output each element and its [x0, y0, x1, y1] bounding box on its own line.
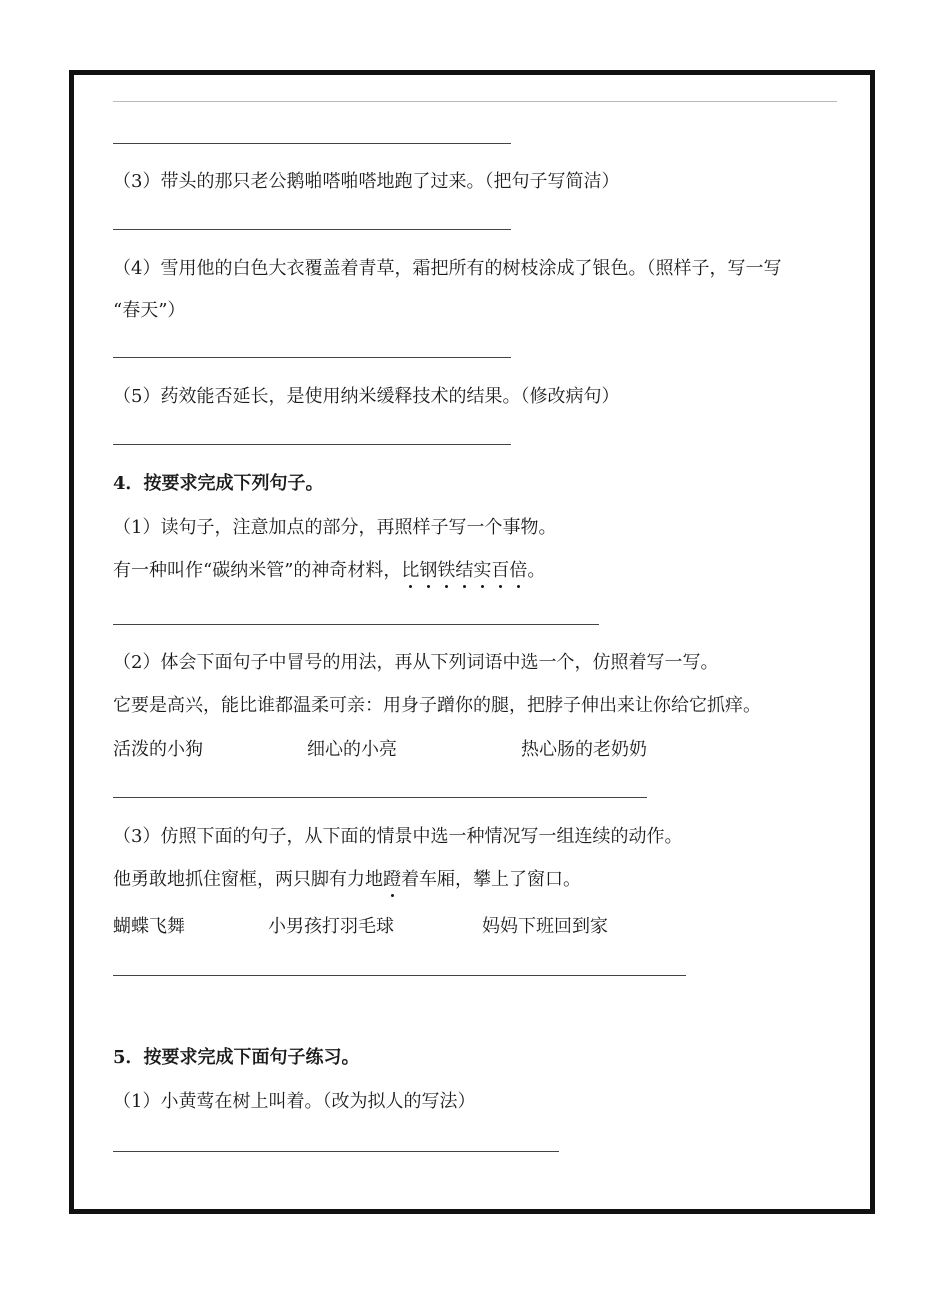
answer-line [113, 444, 511, 445]
q4-p1-example-prefix: 有一种叫作“碳纳米管”的神奇材料， [113, 560, 402, 581]
q4-p3-example-suffix: 着车厢，攀上了窗口。 [401, 869, 581, 890]
q4-p2-option-2: 细心的小亮 [307, 739, 397, 760]
q4-p2-option-3: 热心肠的老奶奶 [521, 739, 647, 760]
q4-p2-option-1: 活泼的小狗 [113, 739, 203, 760]
top-separator [113, 101, 837, 102]
answer-line [113, 357, 511, 358]
answer-line [113, 624, 599, 625]
emphasis-char: 倍 [509, 560, 528, 581]
q4-p1-example-suffix: 。 [527, 560, 546, 581]
q3-item-3: （3）带头的那只老公鹅啪嗒啪嗒地跑了过来。（把句子写简洁） [113, 171, 620, 192]
q4-p3-option-3: 妈妈下班回到家 [482, 916, 608, 937]
emphasis-char: 铁 [437, 560, 456, 581]
q4-p3-option-1: 蝴蝶飞舞 [113, 916, 185, 937]
emphasis-char: 蹬 [383, 869, 401, 890]
emphasis-char: 百 [491, 560, 510, 581]
q4-p3-example-prefix: 他勇敢地抓住窗框，两只脚有力地 [113, 869, 383, 890]
answer-line [113, 229, 511, 230]
emphasis-char: 比 [401, 560, 420, 581]
q4-p2-example: 它要是高兴，能比谁都温柔可亲：用身子蹭你的腿，把脖子伸出来让你给它抓痒。 [113, 695, 761, 716]
answer-line [113, 797, 647, 798]
q4-p1-instruction: （1）读句子，注意加点的部分，再照样子写一个事物。 [113, 517, 557, 538]
emphasis-char: 钢 [419, 560, 438, 581]
q3-item-4-line1: （4）雪用他的白色大衣覆盖着青草，霜把所有的树枝涂成了银色。（照样子，写一写 [113, 258, 782, 279]
q5-heading: 5．按要求完成下面句子练习。 [113, 1047, 360, 1068]
q4-heading: 4．按要求完成下列句子。 [113, 473, 324, 494]
q4-p1-example [113, 559, 545, 583]
q4-p3-example [113, 868, 581, 892]
q4-p3-instruction: （3）仿照下面的句子，从下面的情景中选一种情况写一组连续的动作。 [113, 826, 683, 847]
q3-item-4-line2: “春天”） [113, 300, 186, 321]
answer-line [113, 1151, 559, 1152]
emphasis-char: 实 [473, 560, 492, 581]
answer-line [113, 975, 686, 976]
q4-p2-instruction: （2）体会下面句子中冒号的用法，再从下列词语中选一个，仿照着写一写。 [113, 652, 719, 673]
emphasis-char: 结 [455, 560, 474, 581]
q5-p1-instruction: （1）小黄莺在树上叫着。（改为拟人的写法） [113, 1091, 476, 1112]
page-border [69, 70, 875, 1214]
q3-item-5: （5）药效能否延长，是使用纳米缓释技术的结果。（修改病句） [113, 386, 620, 407]
answer-line [113, 143, 511, 144]
q4-p3-option-2: 小男孩打羽毛球 [268, 916, 394, 937]
